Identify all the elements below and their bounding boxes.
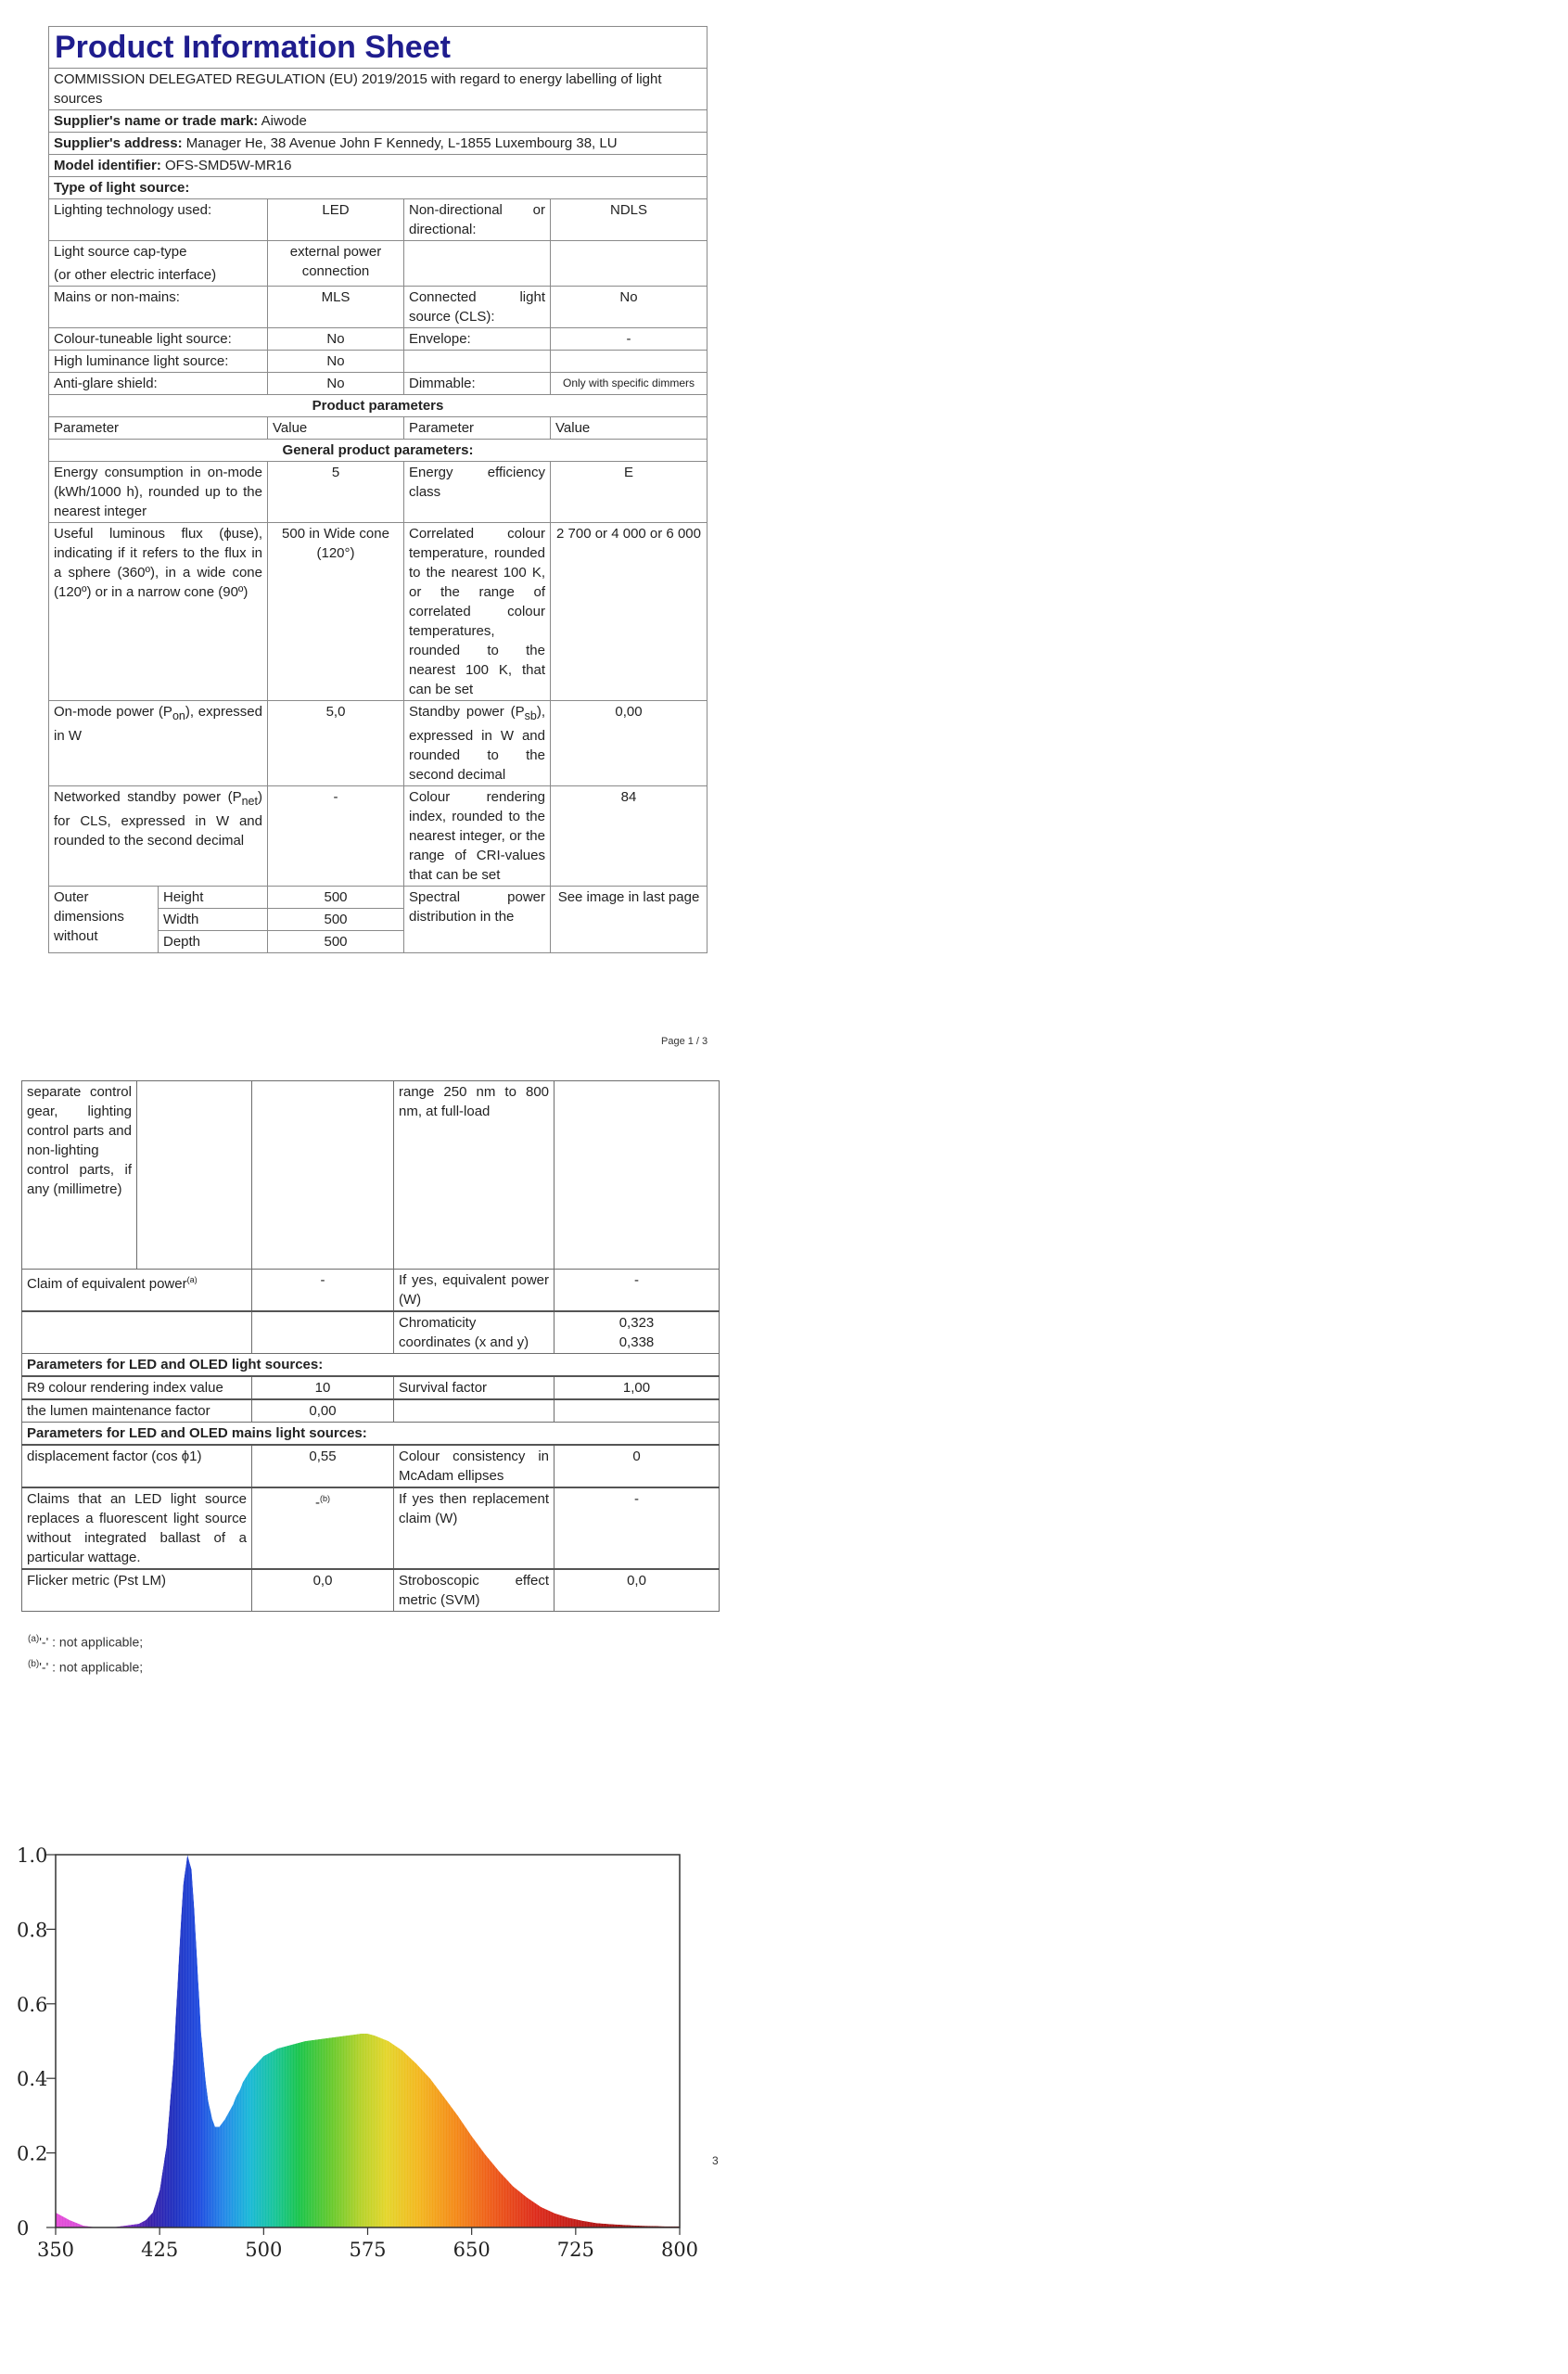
led-oled-heading: Parameters for LED and OLED light sources: bbox=[22, 1354, 720, 1377]
y-tick-label: 0.6 bbox=[17, 1993, 48, 2016]
model-row bbox=[49, 155, 708, 177]
replacement-claim-label: If yes then replacement claim (W) bbox=[394, 1487, 555, 1569]
footnote-b bbox=[28, 1659, 143, 1675]
spectral-label: Spectral power distribution in the bbox=[404, 887, 551, 953]
on-mode-power-value: 5,0 bbox=[268, 701, 404, 786]
survival-value: 1,00 bbox=[555, 1376, 720, 1399]
empty-cell bbox=[252, 1311, 394, 1354]
page-title: Product Information Sheet bbox=[49, 27, 708, 69]
equiv-power-w-value: - bbox=[555, 1270, 720, 1312]
directional-label: Non-directional or directional: bbox=[404, 199, 551, 241]
dimmable-label: Dimmable: bbox=[404, 373, 551, 395]
spectral-distribution-chart bbox=[0, 1818, 705, 2263]
supplier-address-value: Manager He, 38 Avenue John F Kennedy, L-1855 Luxembourg 38, LU bbox=[185, 135, 618, 151]
empty-cell bbox=[22, 1311, 252, 1354]
supplier-address-row bbox=[49, 133, 708, 155]
standby-sub: sb bbox=[524, 709, 537, 722]
dimensions-label-cont: separate control gear, lighting control parts and non-lighting control parts, if any (millimetre) bbox=[22, 1081, 137, 1270]
cct-label: Correlated colour temperature, rounded to the nearest 100 K, or the range of correlated colour temperatures, rounded to the nearest 100 K, that can be set bbox=[404, 523, 551, 701]
y-tick-label: 0 bbox=[17, 2217, 30, 2240]
chart-page-number: 3 bbox=[712, 2154, 719, 2167]
led-oled-mains-heading: Parameters for LED and OLED mains light sources: bbox=[22, 1423, 720, 1446]
equiv-power-value: - bbox=[252, 1270, 394, 1312]
envelope-value: - bbox=[551, 328, 708, 351]
colour-tuneable-label: Colour-tuneable light source: bbox=[49, 328, 268, 351]
flicker-label: Flicker metric (Pst LM) bbox=[22, 1569, 252, 1612]
supplier-name-row bbox=[49, 110, 708, 133]
chromaticity-label: Chromaticity coordinates (x and y) bbox=[394, 1311, 555, 1354]
directional-value: NDLS bbox=[551, 199, 708, 241]
standby-post: ), expressed in W and rounded to the second decimal bbox=[409, 704, 545, 783]
page-number-1: Page 1 / 3 bbox=[661, 1036, 708, 1047]
equiv-power-text: Claim of equivalent power bbox=[27, 1276, 187, 1292]
empty-cell bbox=[555, 1399, 720, 1423]
model-label: Model identifier: bbox=[54, 158, 161, 173]
footnote-b-sup: (b) bbox=[28, 1659, 40, 1669]
supplier-name-value: Aiwode bbox=[261, 113, 307, 129]
y-tick-label: 0.8 bbox=[17, 1919, 48, 1942]
colour-tuneable-value: No bbox=[268, 328, 404, 351]
replacement-claim-value: - bbox=[555, 1487, 720, 1569]
footnote-b-text: '-' : not applicable; bbox=[39, 1659, 144, 1675]
empty-cell bbox=[252, 1081, 394, 1270]
cls-label: Connected light source (CLS): bbox=[404, 287, 551, 328]
col-header-value2: Value bbox=[551, 417, 708, 440]
lumen-value: 0,00 bbox=[252, 1399, 394, 1423]
standby-power-value: 0,00 bbox=[551, 701, 708, 786]
flux-label: Useful luminous flux (ϕuse), indicating if it refers to the flux in a sphere (360º), in a wide cone (120º) or in a narrow cone (90º) bbox=[49, 523, 268, 701]
depth-value: 500 bbox=[268, 931, 404, 953]
cls-value: No bbox=[551, 287, 708, 328]
displacement-value: 0,55 bbox=[252, 1445, 394, 1487]
flux-value: 500 in Wide cone (120°) bbox=[268, 523, 404, 701]
colour-consistency-value: 0 bbox=[555, 1445, 720, 1487]
width-value: 500 bbox=[268, 909, 404, 931]
info-table-1 bbox=[48, 26, 708, 953]
x-tick-label: 650 bbox=[453, 2239, 491, 2261]
energy-label: Energy consumption in on-mode (kWh/1000 h), rounded up to the nearest integer bbox=[49, 462, 268, 523]
footnote-a-sup: (a) bbox=[28, 1634, 40, 1644]
cri-label: Colour rendering index, rounded to the nearest integer, or the range of CRI-values that can be set bbox=[404, 786, 551, 887]
footnote-a-text: '-' : not applicable; bbox=[39, 1634, 144, 1650]
cap-type-label-b: (or other electric interface) bbox=[54, 267, 217, 283]
networked-sub: net bbox=[241, 795, 258, 808]
y-tick-label: 1.0 bbox=[17, 1844, 48, 1867]
anti-glare-value: No bbox=[268, 373, 404, 395]
cap-type-label2 bbox=[404, 241, 551, 287]
svm-label: Stroboscopic effect metric (SVM) bbox=[394, 1569, 555, 1612]
empty-cell bbox=[551, 351, 708, 373]
claims-value-text: - bbox=[315, 1495, 320, 1511]
anti-glare-label: Anti-glare shield: bbox=[49, 373, 268, 395]
empty-cell bbox=[404, 351, 551, 373]
equiv-power-w-label: If yes, equivalent power (W) bbox=[394, 1270, 555, 1312]
equiv-power-label bbox=[22, 1270, 252, 1312]
y-tick-label: 0.2 bbox=[17, 2142, 48, 2165]
empty-cell bbox=[394, 1399, 555, 1423]
displacement-label: displacement factor (cos ϕ1) bbox=[22, 1445, 252, 1487]
dimensions-label: Outer dimensions without bbox=[49, 887, 159, 953]
networked-standby-label bbox=[49, 786, 268, 887]
x-tick-label: 725 bbox=[556, 2239, 594, 2261]
footnote-a bbox=[28, 1634, 143, 1650]
lumen-label: the lumen maintenance factor bbox=[22, 1399, 252, 1423]
chart-plot-area bbox=[17, 1844, 698, 2261]
height-value: 500 bbox=[268, 887, 404, 909]
chromaticity-y: 0,338 bbox=[618, 1334, 655, 1350]
claims-value-sup: (b) bbox=[320, 1494, 330, 1503]
cct-value: 2 700 or 4 000 or 6 000 bbox=[551, 523, 708, 701]
standby-power-label bbox=[404, 701, 551, 786]
mains-value: MLS bbox=[268, 287, 404, 328]
cri-value: 84 bbox=[551, 786, 708, 887]
high-luminance-label: High luminance light source: bbox=[49, 351, 268, 373]
type-heading: Type of light source: bbox=[49, 177, 708, 199]
networked-pre: Networked standby power (P bbox=[54, 789, 242, 805]
survival-label: Survival factor bbox=[394, 1376, 555, 1399]
equiv-power-sup: (a) bbox=[186, 1275, 198, 1284]
empty-cell bbox=[137, 1081, 252, 1270]
envelope-label: Envelope: bbox=[404, 328, 551, 351]
supplier-name-label: Supplier's name or trade mark: bbox=[54, 113, 259, 129]
info-sheet-page-2 bbox=[21, 1080, 719, 1612]
width-label: Width bbox=[159, 909, 268, 931]
spectral-value: See image in last page bbox=[551, 887, 708, 953]
regulation-text: COMMISSION DELEGATED REGULATION (EU) 2019/2015 with regard to energy labelling of light sources bbox=[49, 69, 708, 110]
efficiency-class-value: E bbox=[551, 462, 708, 523]
chromaticity-x: 0,323 bbox=[618, 1315, 655, 1331]
info-sheet-page-1 bbox=[48, 26, 707, 953]
mains-label: Mains or non-mains: bbox=[49, 287, 268, 328]
lighting-tech-value: LED bbox=[268, 199, 404, 241]
networked-post: ) for CLS, expressed in W and rounded to the second decimal bbox=[54, 789, 262, 849]
model-value: OFS-SMD5W-MR16 bbox=[165, 158, 292, 173]
col-header-param: Parameter bbox=[49, 417, 268, 440]
claims-label: Claims that an LED light source replaces a fluorescent light source without integrated ballast of a particular wattage. bbox=[22, 1487, 252, 1569]
on-mode-pre: On-mode power (P bbox=[54, 704, 172, 720]
lighting-tech-label: Lighting technology used: bbox=[49, 199, 268, 241]
svm-value: 0,0 bbox=[555, 1569, 720, 1612]
empty-cell bbox=[555, 1081, 720, 1270]
cap-type-label-a: Light source cap-type bbox=[54, 244, 187, 260]
depth-label: Depth bbox=[159, 931, 268, 953]
cap-type-value2 bbox=[551, 241, 708, 287]
flicker-value: 0,0 bbox=[252, 1569, 394, 1612]
col-header-value: Value bbox=[268, 417, 404, 440]
dimmable-value: Only with specific dimmers bbox=[551, 373, 708, 395]
col-header-param2: Parameter bbox=[404, 417, 551, 440]
general-heading: General product parameters: bbox=[49, 440, 708, 462]
energy-value: 5 bbox=[268, 462, 404, 523]
x-tick-label: 500 bbox=[245, 2239, 283, 2261]
supplier-address-label: Supplier's address: bbox=[54, 135, 183, 151]
x-tick-label: 425 bbox=[141, 2239, 179, 2261]
info-table-2 bbox=[21, 1080, 720, 1612]
product-parameters-heading: Product parameters bbox=[49, 395, 708, 417]
on-mode-post: ), expressed in W bbox=[54, 704, 262, 744]
x-tick-label: 575 bbox=[349, 2239, 387, 2261]
x-tick-label: 800 bbox=[660, 2239, 699, 2261]
chromaticity-value bbox=[555, 1311, 720, 1354]
cap-type-value: external power connection bbox=[268, 241, 404, 287]
cap-type-label bbox=[49, 241, 268, 287]
claims-value bbox=[252, 1487, 394, 1569]
networked-standby-value: - bbox=[268, 786, 404, 887]
colour-consistency-label: Colour consistency in McAdam ellipses bbox=[394, 1445, 555, 1487]
efficiency-class-label: Energy efficiency class bbox=[404, 462, 551, 523]
height-label: Height bbox=[159, 887, 268, 909]
r9-value: 10 bbox=[252, 1376, 394, 1399]
standby-pre: Standby power (P bbox=[409, 704, 525, 720]
spectral-label-cont: range 250 nm to 800 nm, at full-load bbox=[394, 1081, 555, 1270]
r9-label: R9 colour rendering index value bbox=[22, 1376, 252, 1399]
on-mode-sub: on bbox=[172, 709, 185, 722]
y-tick-label: 0.4 bbox=[17, 2068, 48, 2091]
high-luminance-value: No bbox=[268, 351, 404, 373]
on-mode-power-label bbox=[49, 701, 268, 786]
x-tick-label: 350 bbox=[36, 2239, 75, 2261]
